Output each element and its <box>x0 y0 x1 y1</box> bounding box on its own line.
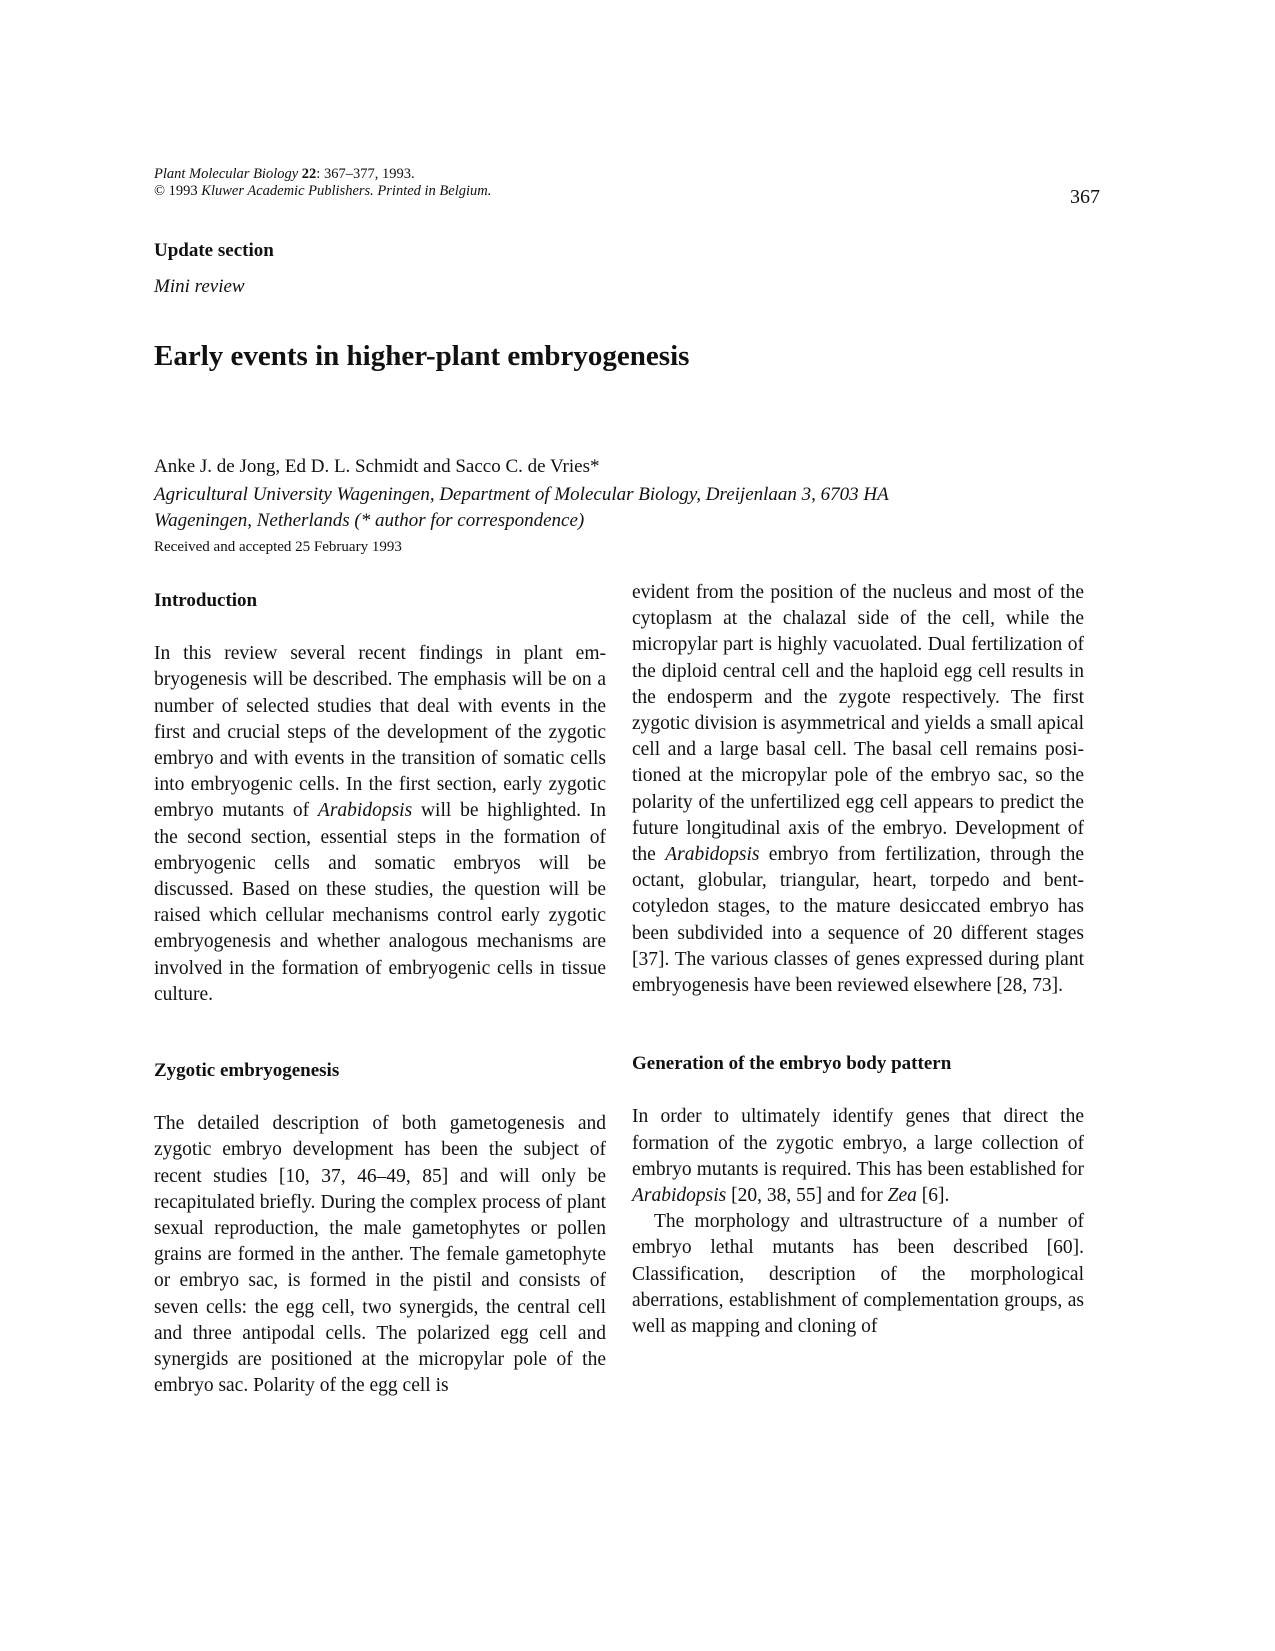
authors: Anke J. de Jong, Ed D. L. Schmidt and Sacco C. de Vries* <box>154 456 600 477</box>
journal-pages-year: : 367–377, 1993. <box>316 166 415 182</box>
left-column <box>154 588 606 1399</box>
zygotic-paragraph: The detailed description of both gametogenesis and zygotic embryo development has been the subject of recent studies [10, 37, 46–49, 85] and will only be recapitulated briefly. During the complex process of plant sexual reproduction, the male gametophytes or pollen grains are formed in the anther. The female gametophyte or embryo sac, is formed in the pistil and consists of seven cells: the egg cell, two synergids, the central cell and three antipodal cells. The polarized egg cell and synergids are positioned at the micropylar pole of the embryo sac. Polarity of the egg cell is <box>154 1113 606 1397</box>
intro-paragraph <box>154 641 606 1008</box>
generation-heading: Generation of the embryo body pattern <box>632 1053 952 1075</box>
right-italic: Arabidopsis <box>665 844 760 866</box>
right-text-1: evident from the position of the nucleus and most of the cytoplasm at the chalazal side of the cell, while the micropylar part is highly vacuolated. Dual fertilization of the diploid central cell and the haploid egg cell results in the endosperm and the zygote respectively. The first zygotic division is asymmetrical and yields a small apical cell and a large basal cell. The basal cell remains positioned at the micropylar pole of the embryo sac, so the polarity of the unfertilized egg cell appears to predict the future longitudinal axis of the embryo. Development of the <box>632 582 1084 866</box>
affiliation <box>154 482 1054 534</box>
subsection-label: Mini review <box>154 276 245 297</box>
generation-paragraph-1 <box>632 1104 1084 1209</box>
intro-text-2: will be highlighted. In the second section, essential steps in the formation of embryogenic cells and somatic embryos will be discussed. Based on these studies, the question will be raised which cellular mechanisms control early zygotic embryogenesis and whether analogous mechanisms are involved in the formation of embryogenic cells in tissue culture. <box>154 800 607 1005</box>
affiliation-line-1: Agricultural University Wageningen, Department of Molecular Biology, Dreijenlaan 3, 6703 HA <box>154 484 889 505</box>
received-date: Received and accepted 25 February 1993 <box>154 539 402 555</box>
publisher: Kluwer Academic Publishers. Printed in Belgium. <box>201 183 492 199</box>
gen-text-1: In order to ultimately identify genes that direct the formation of the zygotic embryo, a large collection of embryo mutants is required. This has been established for <box>632 1106 1084 1180</box>
intro-text-1: In this review several recent findings in plant embryogenesis will be described. The emphasis will be on a number of selected studies that deal with events in the first and crucial steps of the development of the zygotic embryo and with events in the transition of somatic cells into embryogenic cells. In the first section, early zygotic embryo mutants of <box>154 643 606 822</box>
page-number: 367 <box>1070 186 1100 208</box>
intro-italic: Arabidopsis <box>317 800 413 822</box>
journal-citation <box>154 166 491 200</box>
copyright-symbol: © <box>154 183 166 199</box>
affiliation-line-2: Wageningen, Netherlands (* author for correspondence) <box>154 510 585 531</box>
gen-text-3: [6]. <box>916 1185 950 1207</box>
right-paragraph-1 <box>632 580 1084 999</box>
section-label: Update section <box>154 240 274 261</box>
journal-name: Plant Molecular Biology <box>154 166 299 182</box>
gen-text-2: [20, 38, 55] and for <box>726 1185 888 1207</box>
gen-italic-1: Arabidopsis <box>632 1185 727 1207</box>
copyright-year: 1993 <box>168 183 198 199</box>
generation-paragraph-2: The morphology and ultrastructure of a number of embryo lethal mutants has been described [60]. Classification, description of the morphological aberrations, establishment of complementation groups, as well as mapping and cloning of <box>632 1211 1084 1338</box>
right-column <box>632 580 1084 1340</box>
article-title: Early events in higher-plant embryogenesis <box>154 340 690 372</box>
zygotic-heading: Zygotic embryogenesis <box>154 1060 340 1082</box>
journal-volume: 22 <box>301 166 317 182</box>
gen-italic-2: Zea <box>887 1185 917 1207</box>
right-text-2: embryo from fertilization, through the octant, globular, triangular, heart, torpedo and bent-cotyledon stages, to the mature desiccated embryo has been subdivided into a sequence of 20 different stages [37]. The various classes of genes expressed during plant embryogenesis have been reviewed elsewhere [28, 73]. <box>632 844 1085 997</box>
intro-heading: Introduction <box>154 590 258 611</box>
